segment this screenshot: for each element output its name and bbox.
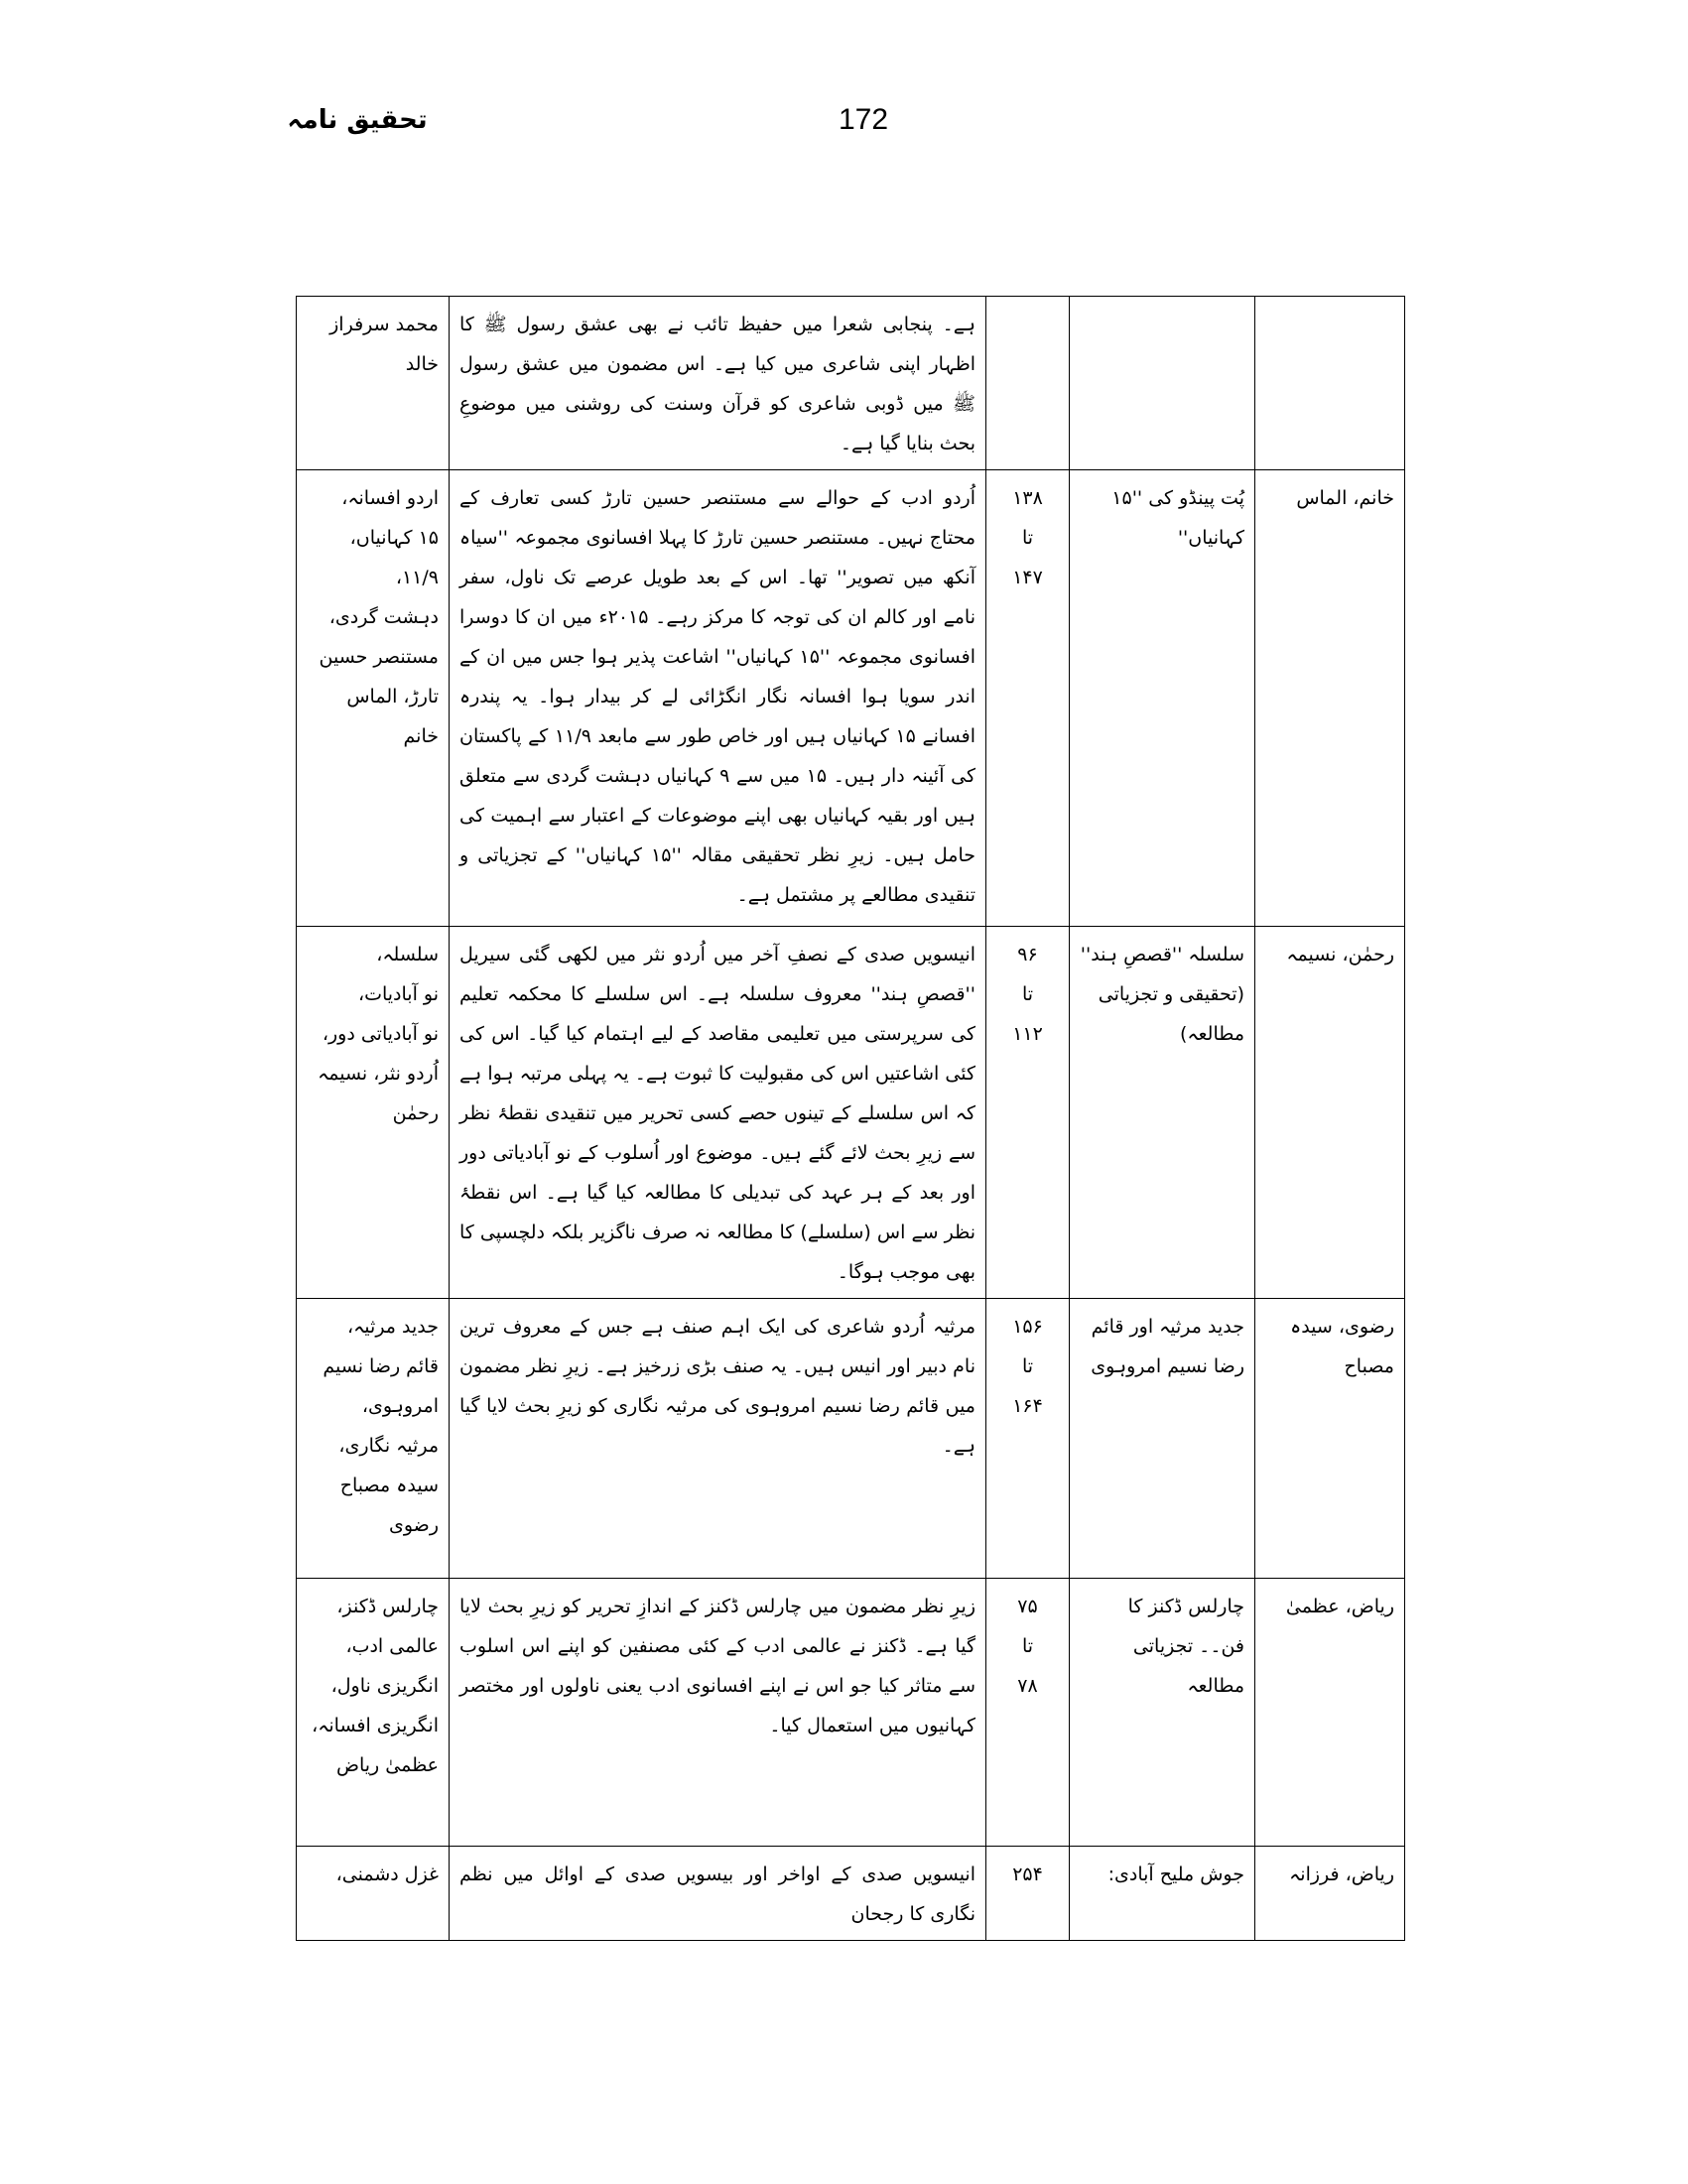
author-cell: ریاض، عظمیٰ xyxy=(1255,1579,1405,1847)
keyword: ۱۱/۹، xyxy=(395,567,439,588)
author-cell: رحمٰن، نسیمہ xyxy=(1255,927,1405,1299)
page-start: ۱۳۸ xyxy=(1012,487,1043,509)
keywords-cell xyxy=(297,470,450,927)
keyword: انگریزی افسانہ، xyxy=(312,1715,439,1736)
keywords-cell xyxy=(297,1847,450,1941)
page-end: ۱۱۲ xyxy=(1012,1023,1043,1045)
title-cell xyxy=(1070,297,1255,470)
page-start: ۲۵۴ xyxy=(1012,1863,1043,1885)
keyword: چارلس ڈکنز، xyxy=(336,1596,439,1617)
table-row xyxy=(297,1299,1405,1579)
table-row xyxy=(297,297,1405,470)
keywords-cell xyxy=(297,927,450,1299)
pages-cell xyxy=(986,1847,1070,1941)
title-cell: پُت پینڈو کی ''۱۵ کہانیاں'' xyxy=(1070,470,1255,927)
page-start: ۱۵۶ xyxy=(1012,1316,1043,1338)
pages-cell xyxy=(986,927,1070,1299)
keyword: امروہوی، xyxy=(361,1395,439,1417)
keyword: عالمی ادب، xyxy=(345,1635,439,1657)
table-row xyxy=(297,927,1405,1299)
keyword: مستنصر حسین xyxy=(319,646,439,668)
abstract-cell: اُردو ادب کے حوالے سے مستنصر حسین تارڑ کسی تعارف کے محتاج نہیں۔ مستنصر حسین تارڑ کا پہلا افسانوی مجموعہ ''سیاہ آنکھ میں تصویر'' تھا۔ اس کے بعد طویل عرصے تک ناول، سفر نامے اور کالم ان کی توجہ کا مرکز رہے۔ ۲۰۱۵ء میں ان کا دوسرا افسانوی مجموعہ ''۱۵ کہانیاں'' اشاعت پذیر ہوا جس میں ان کے اندر سویا ہوا افسانہ نگار انگڑائی لے کر بیدار ہوا۔ یہ پندرہ افسانے ۱۵ کہانیاں ہیں اور خاص طور سے مابعد ۱۱/۹ کے پاکستان کی آئینہ دار ہیں۔ ۱۵ میں سے ۹ کہانیاں دہشت گردی سے متعلق ہیں اور بقیہ کہانیاں بھی اپنے موضوعات کے اعتبار سے اہمیت کی حامل ہیں۔ زیرِ نظر تحقیقی مقالہ ''۱۵ کہانیاں'' کے تجزیاتی و تنقیدی مطالعے پر مشتمل ہے۔ xyxy=(450,470,986,927)
pages-cell xyxy=(986,470,1070,927)
index-table xyxy=(296,296,1405,1941)
table-row xyxy=(297,470,1405,927)
keyword: تارڑ، الماس خانم xyxy=(346,686,439,747)
author-cell: ریاض، فرزانہ xyxy=(1255,1847,1405,1941)
page-range-separator: تا xyxy=(1021,1635,1034,1657)
keyword: اردو افسانہ، xyxy=(341,487,439,509)
keyword: رضوی xyxy=(389,1514,439,1536)
keywords-cell xyxy=(297,297,450,470)
keyword: دہشت گردی، xyxy=(328,606,439,628)
author-cell: خانم، الماس xyxy=(1255,470,1405,927)
page-range-separator: تا xyxy=(1021,1355,1034,1377)
keyword: جدید مرثیہ، xyxy=(347,1316,439,1338)
keyword: نو آبادیات، xyxy=(357,983,439,1005)
title-cell: چارلس ڈکنز کا فن۔۔ تجزیاتی مطالعہ xyxy=(1070,1579,1255,1847)
page-range-separator: تا xyxy=(1021,983,1034,1005)
keyword: نو آبادیاتی دور، xyxy=(322,1023,439,1045)
abstract-cell: انیسویں صدی کے نصفِ آخر میں اُردو نثر میں لکھی گئی سیریل ''قصصِ ہند'' معروف سلسلہ ہے۔ اس سلسلے کا محکمہ تعلیم کی سرپرستی میں تعلیمی مقاصد کے لیے اہتمام کیا گیا۔ اس کی کئی اشاعتیں اس کی مقبولیت کا ثبوت ہے۔ یہ پہلی مرتبہ ہوا ہے کہ اس سلسلے کے تینوں حصے کسی تحریر میں تنقیدی نقطۂ نظر سے زیرِ بحث لائے گئے ہیں۔ موضوع اور اُسلوب کے نو آبادیاتی دور اور بعد کے ہر عہد کی تبدیلی کا مطالعہ کیا گیا ہے۔ اس نقطۂ نظر سے اس (سلسلے) کا مطالعہ نہ صرف ناگزیر بلکہ دلچسپی کا بھی موجب ہوگا۔ xyxy=(450,927,986,1299)
keyword: مرثیہ نگاری، xyxy=(338,1435,439,1457)
keyword: اُردو نثر، نسیمہ xyxy=(318,1063,439,1085)
keyword: ۱۵ کہانیاں، xyxy=(349,527,439,549)
page-end: ۷۸ xyxy=(1017,1675,1038,1697)
author-cell: رضوی، سیدہ مصباح xyxy=(1255,1299,1405,1579)
page-start: ۹۶ xyxy=(1017,944,1038,965)
title-cell: جوش ملیح آبادی: xyxy=(1070,1847,1255,1941)
keyword: سیدہ مصباح xyxy=(339,1475,439,1496)
keyword: قائم رضا نسیم xyxy=(323,1355,439,1377)
keyword: محمد سرفراز خالد xyxy=(329,314,439,375)
table-row xyxy=(297,1847,1405,1941)
title-cell: سلسلہ ''قصصِ ہند'' (تحقیقی و تجزیاتی مطالعہ) xyxy=(1070,927,1255,1299)
title-cell: جدید مرثیہ اور قائم رضا نسیم امروہوی xyxy=(1070,1299,1255,1579)
pages-cell xyxy=(986,1579,1070,1847)
keyword: عظمیٰ ریاض xyxy=(335,1754,439,1776)
pages-cell xyxy=(986,1299,1070,1579)
journal-title: تحقیق نامہ xyxy=(287,105,428,135)
keyword: سلسلہ، xyxy=(376,944,439,965)
page-number: 172 xyxy=(838,103,889,136)
keywords-cell xyxy=(297,1579,450,1847)
keywords-cell xyxy=(297,1299,450,1579)
keyword: انگریزی ناول، xyxy=(330,1675,439,1697)
pages-cell xyxy=(986,297,1070,470)
keyword: غزل دشمنی، xyxy=(335,1863,439,1885)
page-range-separator: تا xyxy=(1021,527,1034,549)
page-start: ۷۵ xyxy=(1017,1596,1038,1617)
author-cell xyxy=(1255,297,1405,470)
abstract-cell: ہے۔ پنجابی شعرا میں حفیظ تائب نے بھی عشق رسول ﷺ کا اظہار اپنی شاعری میں کیا ہے۔ اس مضمون میں عشق رسول ﷺ میں ڈوبی شاعری کو قرآن وسنت کی روشنی میں موضوعِ بحث بنایا گیا ہے۔ xyxy=(450,297,986,470)
abstract-cell: مرثیہ اُردو شاعری کی ایک اہم صنف ہے جس کے معروف ترین نام دبیر اور انیس ہیں۔ یہ صنف بڑی زرخیز ہے۔ زیرِ نظر مضمون میں قائم رضا نسیم امروہوی کی مرثیہ نگاری کو زیرِ بحث لایا گیا ہے۔ xyxy=(450,1299,986,1579)
table-row xyxy=(297,1579,1405,1847)
abstract-cell: انیسویں صدی کے اواخر اور بیسویں صدی کے اوائل میں نظم نگاری کا رجحان xyxy=(450,1847,986,1941)
page-end: ۱۶۴ xyxy=(1012,1395,1043,1417)
keyword: رحمٰن xyxy=(392,1102,439,1124)
abstract-cell: زیرِ نظر مضمون میں چارلس ڈکنز کے اندازِ تحریر کو زیرِ بحث لایا گیا ہے۔ ڈکنز نے عالمی ادب کے کئی مصنفین کو اپنے اس اسلوب سے متاثر کیا جو اس نے اپنے افسانوی ادب یعنی ناولوں اور مختصر کہانیوں میں استعمال کیا۔ xyxy=(450,1579,986,1847)
page-end: ۱۴۷ xyxy=(1012,567,1043,588)
